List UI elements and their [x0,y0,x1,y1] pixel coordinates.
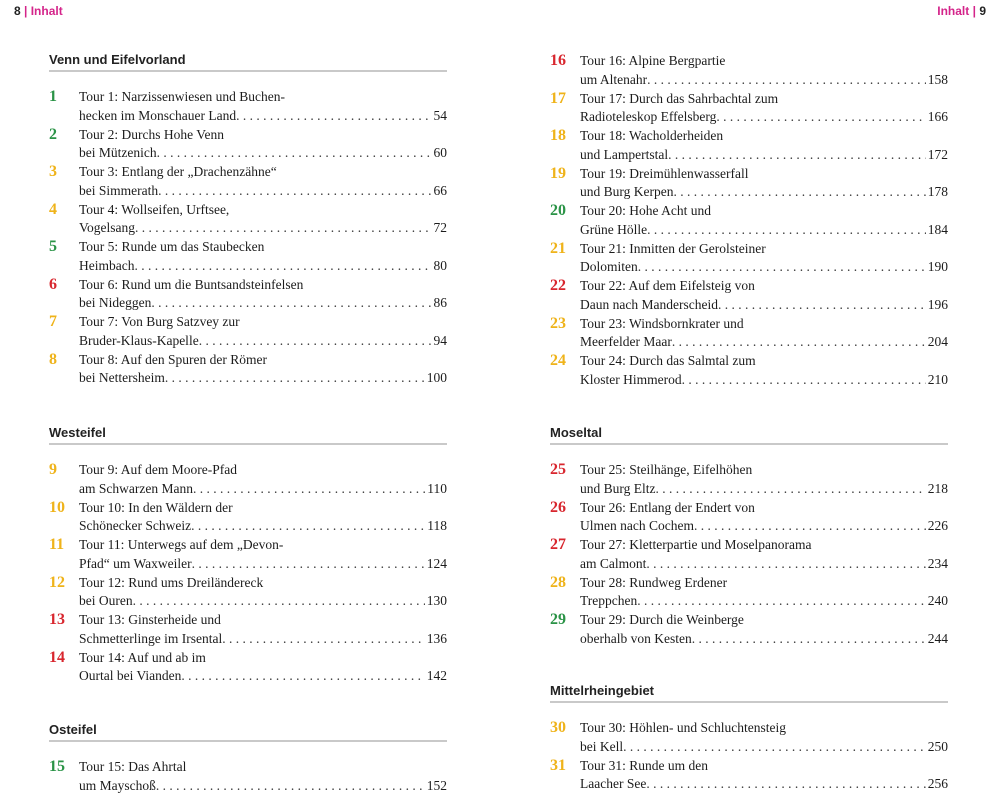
tour-title-line1: Tour 9: Auf dem Moore-Pfad [79,462,238,477]
leader-dots [165,369,425,388]
tour-title-line2-row [79,182,447,201]
tour-number: 21 [550,239,566,257]
tour-entry[interactable] [49,649,447,687]
tour-title-line2-row [580,555,948,574]
right-page-number: 9 [979,4,986,18]
leader-dots [191,517,425,536]
tour-entry[interactable] [550,757,948,795]
tour-number: 13 [49,611,65,628]
tour-title-line2: Daun nach Manderscheid [580,296,718,312]
tour-page-number: 172 [927,146,948,162]
tour-entry[interactable] [550,277,948,315]
tour-title-line1: Tour 7: Von Burg Satzvey zur [79,314,240,329]
tour-list [550,52,948,390]
tour-number: 6 [49,275,57,293]
tour-title-line1: Tour 11: Unterwegs auf dem „Devon- [79,537,284,552]
tour-page-number: 110 [427,480,447,496]
tour-title-line2: am Schwarzen Mann [79,480,193,496]
tour-entry[interactable] [49,201,447,239]
tour-number: 3 [49,163,57,180]
leader-dots [156,777,425,796]
tour-number: 30 [550,719,566,736]
tour-number: 8 [49,350,57,368]
tour-title-line1: Tour 3: Entlang der „Drachenzähne“ [79,164,277,179]
section-title: Venn und Eifelvorland [49,52,447,72]
tour-entry[interactable] [49,238,447,276]
tour-title-line2: und Lampertstal [580,146,669,162]
tour-number: 2 [49,125,57,143]
tour-title-line2-row [79,369,447,388]
leader-dots [181,667,424,686]
section-title: Moseltal [550,425,948,445]
tour-page-number: 124 [426,555,447,571]
section-title: Osteifel [49,722,447,742]
tour-title-line2-row [79,555,447,574]
tour-title-line2-row [580,517,948,536]
leader-dots [674,183,926,202]
tour-title-line2-row [580,333,948,352]
tour-entry[interactable] [550,127,948,165]
tour-title-line2: Kloster Himmerod [580,371,682,387]
section-title: Mittelrheingebiet [550,683,948,703]
section-mittelrheingebiet [550,683,948,794]
leader-dots [694,517,926,536]
tour-title-line1: Tour 5: Runde um das Staubecken [79,239,265,254]
leader-dots [637,592,926,611]
tour-page-number: 80 [433,257,447,273]
leader-dots [718,296,926,315]
tour-title-line2-row [580,738,948,757]
tour-title-line2: Laacher See [580,776,647,791]
tour-title-line2: bei Nettersheim [79,370,165,385]
tour-number: 10 [49,498,65,516]
leader-dots [236,107,431,126]
tour-title-line2: Schönecker Schweiz [79,518,192,533]
left-page-header [14,4,63,18]
tour-title-line1: Tour 22: Auf dem Eifelsteig von [580,278,755,293]
leader-dots [134,257,431,276]
tour-entry[interactable] [550,352,948,390]
tour-number: 7 [49,313,57,330]
tour-number: 11 [49,536,65,553]
leader-dots [133,592,425,611]
tour-title-line2: hecken im Monschauer Land [79,107,237,123]
tour-entry[interactable] [550,52,948,90]
tour-title-line1: Tour 27: Kletterpartie und Moselpanorama [580,537,812,552]
tour-page-number: 118 [427,518,447,533]
tour-title-line2-row [79,144,447,163]
tour-title-line2-row [79,480,447,499]
section-moseltal [550,425,948,649]
tour-entry[interactable] [49,536,447,574]
section-westeifel [49,425,447,686]
leader-dots [646,775,925,794]
tour-title-line2-row [79,257,447,276]
tour-title-line2: Treppchen [580,593,638,608]
tour-title-line1: Tour 15: Das Ahrtal [79,759,187,774]
tour-title-line1: Tour 6: Rund um die Buntsandsteinfelsen [79,276,304,292]
tour-title-line2-row [79,630,447,649]
tour-title-line2: Bruder-Klaus-Kapelle [79,332,199,348]
leader-dots [668,146,926,165]
tour-number: 16 [550,52,566,69]
tour-entry[interactable] [49,163,447,201]
tour-number: 12 [49,573,65,591]
tour-title-line2-row [580,480,948,499]
tour-title-line1: Tour 12: Rund ums Dreiländereck [79,574,264,590]
tour-title-line2-row [79,777,447,796]
tour-title-line2: und Burg Eltz [580,480,656,496]
tour-page-number: 72 [433,220,447,235]
tour-title-line2: Dolomiten [580,259,638,274]
tour-title-line2-row [79,332,447,351]
tour-number: 17 [550,89,566,107]
leader-dots [158,182,431,201]
tour-list [49,461,447,686]
tour-entry[interactable] [550,574,948,612]
tour-number: 4 [49,200,57,218]
tour-entry[interactable] [550,719,948,757]
leader-dots [623,738,926,757]
tour-entry[interactable] [49,126,447,164]
tour-entry[interactable] [550,461,948,499]
tour-title-line1: Tour 28: Rundweg Erdener [580,574,728,590]
tour-title-line2-row [580,71,948,90]
leader-dots [192,555,425,574]
tour-title-line1: Tour 4: Wollseifen, Urftsee, [79,201,230,217]
tour-number: 19 [550,164,566,182]
tour-title-line1: Tour 13: Ginsterheide und [79,612,221,627]
tour-title-line2: Vogelsang [79,220,135,235]
tour-entry[interactable] [49,88,447,126]
leader-dots [157,144,432,163]
tour-number: 24 [550,352,566,369]
tour-title-line1: Tour 29: Durch die Weinberge [580,612,744,627]
tour-title-line2-row [79,219,447,238]
leader-dots [656,480,926,499]
tour-entry[interactable] [49,758,447,796]
tour-number: 15 [49,758,65,775]
leader-dots [199,332,432,351]
tour-title-line2-row [580,630,948,649]
tour-page-number: 204 [927,334,948,349]
tour-title-line2: Schmetterlinge im Irsental [79,630,223,646]
leader-dots [135,219,432,238]
tour-entry[interactable] [49,276,447,314]
tour-title-line2: Meerfelder Maar [580,334,672,349]
right-section-label: Inhalt | [937,4,976,18]
tour-page-number: 244 [927,630,948,646]
tour-page-number: 130 [426,593,447,608]
tour-number: 25 [550,461,566,478]
tour-title-line1: Tour 10: In den Wäldern der [79,499,233,515]
tour-title-line2-row [580,183,948,202]
tour-entry[interactable] [550,202,948,240]
tour-title-line1: Tour 19: Dreimühlenwasserfall [580,165,749,181]
tour-title-line1: Tour 17: Durch das Sahrbachtal zum [580,90,779,106]
tour-title-line2: Pfad“ um Waxweiler [79,555,192,571]
leader-dots [672,333,926,352]
tour-title-line2-row [580,146,948,165]
tour-entry[interactable] [49,351,447,389]
tour-title-line2-row [580,371,948,390]
leader-dots [638,258,926,277]
tour-page-number: 218 [927,480,948,496]
tour-number: 22 [550,277,566,294]
tour-page-number: 60 [433,145,447,160]
tour-entry[interactable] [550,499,948,537]
tour-title-line2: um Mayschoß [79,777,156,793]
leader-dots [647,221,926,240]
section-venn-und-eifelvorland [49,52,447,388]
tour-page-number: 234 [927,555,948,571]
tour-list [49,758,447,796]
tour-title-line1: Tour 2: Durchs Hohe Venn [79,126,225,142]
section-osteifel [49,722,447,796]
tour-title-line2-row [580,108,948,127]
tour-title-line1: Tour 23: Windsbornkrater und [580,315,744,331]
tour-entry[interactable] [550,165,948,203]
tour-number: 31 [550,756,566,774]
tour-title-line2-row [79,667,447,686]
tour-entry[interactable] [550,611,948,649]
tour-title-line2: bei Ouren [79,593,133,608]
tour-page-number: 196 [927,296,948,312]
tour-title-line1: Tour 25: Steilhänge, Eifelhöhen [580,462,753,477]
tour-title-line2: bei Simmerath [79,182,159,198]
tour-title-line2-row [580,258,948,277]
tour-number: 1 [49,88,57,105]
tour-list [550,719,948,794]
tour-page-number: 86 [433,295,447,310]
tour-title-line2: Grüne Hölle [580,221,648,237]
section-title: Westeifel [49,425,447,445]
tour-page-number: 66 [433,182,447,198]
left-page-number: 8 [14,4,21,18]
tour-title-line2: Heimbach [79,257,135,273]
tour-title-line1: Tour 18: Wacholderheiden [580,128,724,143]
tour-number: 20 [550,202,566,219]
tour-entry[interactable] [550,90,948,128]
tour-title-line2: bei Nideggen [79,295,152,310]
tour-page-number: 184 [927,221,948,237]
tour-page-number: 256 [927,776,948,791]
tour-title-line2: am Calmont [580,555,647,571]
tour-entry[interactable] [550,315,948,353]
tour-title-line1: Tour 31: Runde um den [580,757,709,773]
tour-entry[interactable] [49,499,447,537]
tour-number: 5 [49,238,57,255]
tour-list [550,461,948,649]
tour-entry[interactable] [49,611,447,649]
leader-dots [692,630,926,649]
tour-page-number: 226 [927,518,948,533]
tour-title-line2-row [580,221,948,240]
tour-title-line2-row [79,592,447,611]
tour-title-line2-row [79,107,447,126]
tour-number: 26 [550,498,566,516]
leader-dots [222,630,425,649]
tour-number: 18 [550,127,566,144]
tour-entry[interactable] [550,240,948,278]
tour-title-line2: oberhalb von Kesten [580,630,692,646]
tour-number: 23 [550,314,566,332]
tour-title-line1: Tour 16: Alpine Bergpartie [580,53,726,68]
tour-title-line1: Tour 20: Hohe Acht und [580,203,712,218]
tour-entry[interactable] [49,574,447,612]
leader-dots [682,371,926,390]
tour-number: 28 [550,573,566,591]
tour-page-number: 94 [433,332,447,348]
tour-number: 14 [49,648,65,666]
tour-page-number: 178 [927,184,948,199]
tour-title-line1: Tour 14: Auf und ab im [79,649,206,665]
tour-title-line2: und Burg Kerpen [580,184,674,199]
tour-title-line2: bei Mützenich [79,145,157,160]
tour-page-number: 190 [927,259,948,274]
tour-title-line2-row [580,775,948,794]
leader-dots [646,555,925,574]
right-page-header [937,4,986,18]
tour-number: 27 [550,536,566,553]
left-section-label: | Inhalt [24,4,63,18]
tour-page-number: 166 [927,109,948,124]
tour-title-line1: Tour 21: Inmitten der Gerolsteiner [580,240,766,256]
section-osteifel-continued [550,52,948,390]
tour-title-line1: Tour 8: Auf den Spuren der Römer [79,351,268,367]
tour-title-line1: Tour 26: Entlang der Endert von [580,499,755,515]
tour-entry[interactable] [49,461,447,499]
tour-page-number: 240 [927,593,948,608]
tour-title-line2-row [79,517,447,536]
tour-page-number: 250 [927,738,948,754]
tour-title-line1: Tour 24: Durch das Salmtal zum [580,353,756,368]
tour-title-line2: Radioteleskop Effelsberg [580,109,717,124]
tour-title-line1: Tour 30: Höhlen- und Schluchtensteig [580,720,787,735]
tour-entry[interactable] [49,313,447,351]
tour-title-line2: bei Kell [580,738,624,754]
tour-page-number: 158 [927,71,948,87]
leader-dots [151,294,431,313]
tour-page-number: 54 [433,107,447,123]
tour-list [49,88,447,388]
tour-page-number: 142 [426,668,447,683]
tour-title-line2: Ulmen nach Cochem [580,518,694,533]
leader-dots [716,108,925,127]
tour-title-line2-row [580,296,948,315]
tour-title-line2-row [79,294,447,313]
tour-title-line2: Ourtal bei Vianden [79,668,182,683]
leader-dots [647,71,926,90]
leader-dots [193,480,425,499]
tour-page-number: 100 [426,370,447,385]
tour-number: 29 [550,611,566,628]
tour-page-number: 136 [426,630,447,646]
tour-entry[interactable] [550,536,948,574]
tour-title-line2-row [580,592,948,611]
tour-title-line2: um Altenahr [580,71,648,87]
tour-title-line1: Tour 1: Narzissenwiesen und Buchen- [79,89,286,104]
tour-page-number: 210 [927,371,948,387]
tour-page-number: 152 [426,777,447,793]
tour-number: 9 [49,461,57,478]
